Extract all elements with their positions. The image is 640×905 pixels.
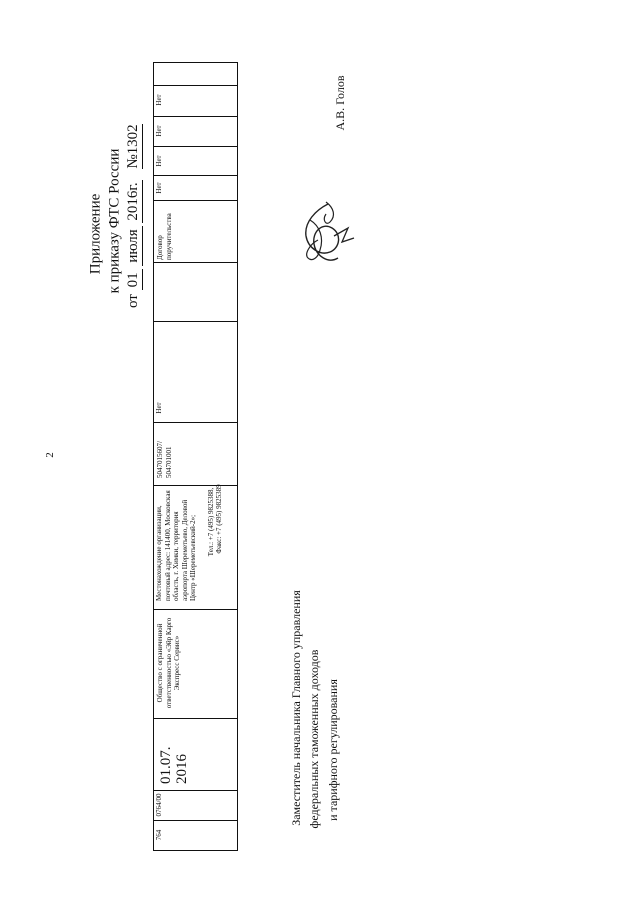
- cell-divider: [153, 262, 238, 263]
- appendix-number: №1302: [125, 124, 141, 169]
- cell-net-4: Нет: [154, 125, 163, 137]
- table-border-bottom: [153, 850, 238, 851]
- cell-code: 0764/00: [154, 793, 163, 817]
- appendix-from-label: от: [125, 294, 141, 308]
- cell-divider: [153, 116, 238, 117]
- footer-line-2: федеральных таможенных доходов: [307, 649, 321, 829]
- cell-address: Местонахождение организации, почтовый адрес: 141400, Московская область, г. Химки, территория аэропорта Шереметьево, Деловой Центр «Шереметьевский-2»;: [155, 490, 197, 601]
- appendix-title: Приложение: [87, 193, 104, 275]
- cell-divider: [153, 790, 238, 791]
- cell-divider: [153, 175, 238, 176]
- appendix-month: июля: [125, 226, 143, 265]
- cell-fax: Факс: +7 (495) 9825389: [214, 484, 223, 554]
- footer-line-3: и тарифного регулирования: [326, 679, 340, 821]
- appendix-year: 2016г.: [125, 182, 141, 221]
- cell-divider: [153, 321, 238, 322]
- table-border-right: [237, 62, 238, 850]
- cell-divider: [153, 485, 238, 486]
- footer-line-1: Заместитель начальника Главного управления: [289, 590, 303, 826]
- footer-signatory: А.В. Голов: [333, 75, 347, 131]
- cell-phone: Тел.: +7 (495) 9825388,: [206, 487, 215, 557]
- cell-net-3: Нет: [154, 155, 163, 167]
- table-border-top: [153, 62, 238, 63]
- appendix-day: 01: [125, 269, 143, 290]
- cell-divider: [153, 85, 238, 86]
- cell-divider: [153, 146, 238, 147]
- appendix-order-line: к приказу ФТС России: [106, 148, 123, 294]
- signature-image: [290, 198, 360, 270]
- table-border-left: [153, 62, 154, 850]
- cell-divider: [153, 718, 238, 719]
- page-number: 2: [44, 452, 56, 458]
- cell-divider: [153, 609, 238, 610]
- cell-divider: [153, 200, 238, 201]
- cell-organization: Общество с ограниченной ответственностью «Эйр Карго Экспресс Сервис»: [156, 617, 181, 709]
- cell-divider: [153, 820, 238, 821]
- cell-row-index: 764: [154, 829, 163, 841]
- cell-net-5: Нет: [154, 94, 163, 106]
- cell-net-2: Нет: [154, 182, 163, 194]
- cell-net-1: Нет: [154, 402, 163, 414]
- cell-inn-kpp: 5047015607/ 504701001: [156, 441, 173, 478]
- cell-guarantee: Договор поручительства: [156, 213, 173, 260]
- appendix-date-line: [125, 76, 143, 308]
- cell-date: 01.07. 2016: [158, 746, 190, 784]
